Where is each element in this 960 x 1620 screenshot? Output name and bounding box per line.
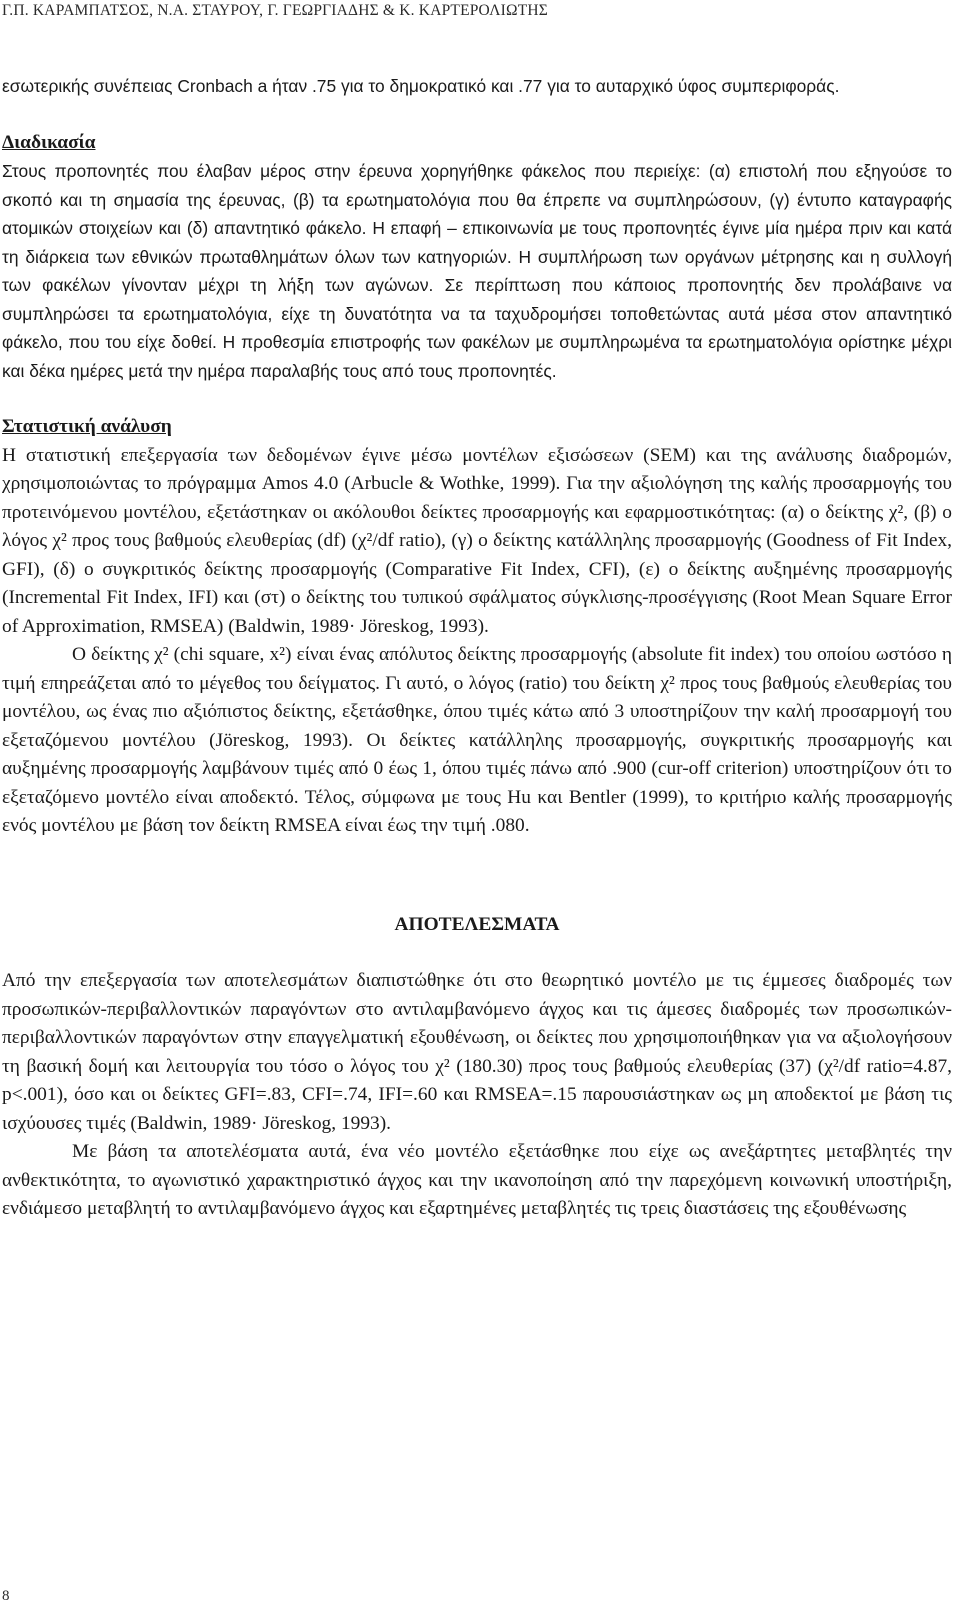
intro-paragraph: εσωτερικής συνέπειας Cronbach a ήταν .75 για το δημοκρατικό και .77 για το αυταρχικό ύφος συμπεριφοράς. — [2, 76, 840, 96]
body-text — [2, 72, 952, 1224]
spacer — [2, 841, 952, 911]
results-paragraph-2: Με βάση τα αποτελέσματα αυτά, ένα νέο μοντέλο εξετάσθηκε που είχε ως ανεξάρτητες μεταβλητές την ανθεκτικότητα, το αγωνιστικό χαρακτηριστικό άγχος και την ικανοποίηση από την παρεχόμενη κοινωνική υποστήριξη, ενδιάμεσο μεταβλητή το αντιλαμβανόμενο άγχος και εξαρτημένες μεταβλητές τις τρεις διαστάσεις της εξουθένωσης — [2, 1141, 952, 1219]
procedure-paragraph: Στους προπονητές που έλαβαν μέρος στην έρευνα χορηγήθηκε φάκελος που περιείχε: (α) επιστολή που εξηγούσε το σκοπό και τη σημασία της έρευνας, (β) τα ερωτηματολόγια που θα έπρεπε να συμπληρώσουν, (γ) έντυπο καταγραφής ατομικών στοιχείων και (δ) απαντητικό φάκελο. Η επαφή – επικοινωνία με τους προπονητές έγινε μία ημέρα πριν και κατά τη διάρκεια των εθνικών πρωταθλημάτων όλων των κατηγοριών. Η συμπλήρωση των οργάνων μέτρησης και η συλλογή των φακέλων γίνονταν μέχρι τη λήξη των αγώνων. Σε περίπτωση που κάποιος προπονητής δεν προλάβαινε να συμπληρώσει τα ερωτηματολόγια, είχε τη δυνατότητα να τα ταχυδρομήσει τοποθετώντας αυτά μέσα στον απαντητικό φάκελο, που του είχε δοθεί. Η προθεσμία επιστροφής των φακέλων με συμπληρωμένα τα ερωτηματολόγια ορίστηκε μέχρι και δέκα ημέρες μετά την ημέρα παραλαβής τους από τους προπονητές. — [2, 161, 952, 381]
statistics-paragraph-1: Η στατιστική επεξεργασία των δεδομένων έγινε μέσω μοντέλων εξισώσεων (SEM) και της ανάλυσης διαδρομών, χρησιμοποιώντας το πρόγραμμα Amos 4.0 (Arbucle & Wothke, 1999). Για την αξιολόγηση της καλής προσαρμογής του προτεινόμενου μοντέλου, εξετάστηκαν οι ακόλουθοι δείκτες προσαρμογής και εφαρμοστικότητας: (α) ο δείκτης χ², (β) ο λόγος χ² προς τους βαθμούς ελευθερίας (df) (χ²/df ratio), (γ) ο δείκτης κατάλληλης προσαρμογής (Goodness of Fit Index, GFI), (δ) ο συγκριτικός δείκτης προσαρμογής (Comparative Fit Index, CFI), (ε) ο δείκτης αυξημένης προσαρμογής (Incremental Fit Index, IFI) και (στ) ο δείκτης του τυπικού σφάλματος σύγκλισης-προσέγγισης (Root Mean Square Error of Approximation, RMSEA) (Baldwin, 1989· Jöreskog, 1993). — [2, 444, 952, 637]
statistics-heading: Στατιστική ανάλυση — [2, 416, 172, 437]
results-heading: ΑΠΟΤΕΛΕΣΜΑΤΑ — [394, 913, 560, 935]
results-paragraph-1: Από την επεξεργασία των αποτελεσμάτων διαπιστώθηκε ότι στο θεωρητικό μοντέλο με τις έμμεσες διαδρομές των προσωπικών-περιβαλλοντικών παραγόντων στο αντιλαμβανόμενο άγχος και τις άμεσες διαδρομές των προσωπικών-περιβαλλοντικών παραγόντων στην επαγγελματική εξουθένωση, οι δείκτες που χρησιμοποιήθηκαν για να αξιολογήσουν τη βασική δομή και λειτουργία του τόσο ο λόγος του χ² (180.30) προς τους βαθμούς ελευθερίας (37) (χ²/df ratio=4.87, p<.001), όσο και οι δείκτες GFI=.83, CFI=.74, IFI=.60 και RMSEA=.15 παρουσιάστηκαν ως μη αποδεκτοί με βάση τις ισχύουσες τιμές (Baldwin, 1989· Jöreskog, 1993). — [2, 970, 952, 1134]
running-head: Γ.Π. ΚΑΡΑΜΠΑΤΣΟΣ, Ν.Α. ΣΤΑΥΡΟΥ, Γ. ΓΕΩΡΓΙΑΔΗΣ & Κ. ΚΑΡΤΕΡΟΛΙΩΤΗΣ — [2, 2, 549, 19]
spacer — [2, 385, 952, 413]
page-number: 8 — [2, 1588, 10, 1604]
statistics-paragraph-2: Ο δείκτης χ² (chi square, x²) είναι ένας απόλυτος δείκτης προσαρμογής (absolute fit index) του οποίου ωστόσο η τιμή επηρεάζεται από το μέγεθος του δείγματος. Γι αυτό, ο λόγος (ratio) του δείκτη χ² προς τους βαθμούς ελευθερίας του μοντέλου, ως ένας πιο αξιόπιστος δείκτης, εξετάσθηκε, όπου τιμές κάτω από 3 υποστηρίζουν την καλή προσαρμογή του εξεταζόμενου μοντέλου (Jöreskog, 1993). Οι δείκτες κατάλληλης προσαρμογής, συγκριτικής προσαρμογής και αυξημένης προσαρμογής λαμβάνουν τιμές από 0 έως 1, όπου τιμές πάνω από .900 (cur-off criterion) υποστηρίζουν ότι το εξεταζόμενο μοντέλο είναι αποδεκτό. Τέλος, σύμφωνα με τους Hu και Bentler (1999), το κριτήριο καλής προσαρμογής ενός μοντέλου με βάση τον δείκτη RMSEA είναι έως την τιμή .080. — [2, 644, 952, 836]
spacer — [2, 939, 952, 967]
spacer — [2, 101, 952, 129]
procedure-heading: Διαδικασία — [2, 131, 96, 153]
